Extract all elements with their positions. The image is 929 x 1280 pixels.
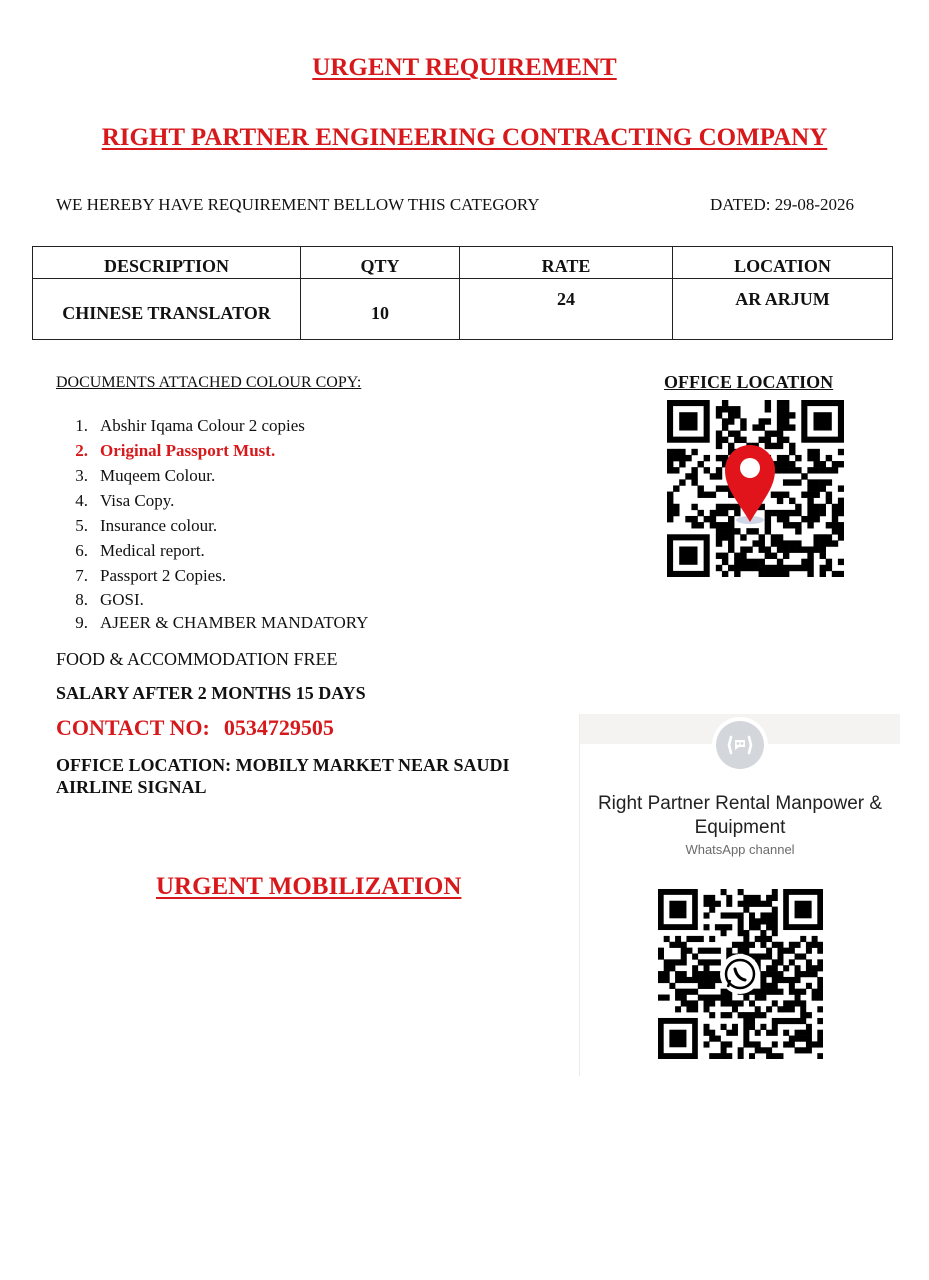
- table-header-row: [33, 247, 893, 279]
- list-item-number: 2.: [75, 441, 88, 460]
- header-location: LOCATION: [673, 247, 893, 279]
- header-rate: RATE: [460, 247, 673, 279]
- list-item-text: Insurance colour.: [100, 516, 218, 535]
- list-item-text: Abshir Iqama Colour 2 copies: [100, 416, 305, 435]
- requirement-statement: WE HEREBY HAVE REQUIREMENT BELLOW THIS CATEGORY: [56, 195, 540, 214]
- list-item-number: 9.: [75, 613, 88, 632]
- list-item-text: Visa Copy.: [100, 491, 175, 510]
- company-name: RIGHT PARTNER ENGINEERING CONTRACTING COMPANY: [101, 124, 828, 151]
- cell-rate: 24: [460, 279, 673, 340]
- office-address: OFFICE LOCATION: MOBILY MARKET NEAR SAUDI AIRLINE SIGNAL: [56, 755, 510, 797]
- list-item: [56, 566, 368, 590]
- list-item: [56, 516, 368, 541]
- list-item-number: 5.: [75, 516, 88, 535]
- table-row: [33, 279, 893, 340]
- list-item-number: 3.: [75, 466, 88, 485]
- list-item: [56, 441, 368, 466]
- header-description: DESCRIPTION: [33, 247, 301, 279]
- food-accommodation-note: FOOD & ACCOMMODATION FREE: [56, 649, 338, 669]
- list-item: [56, 590, 368, 613]
- list-item-text: AJEER & CHAMBER MANDATORY: [100, 613, 369, 632]
- list-item-text: Original Passport Must.: [100, 441, 276, 460]
- cell-description: CHINESE TRANSLATOR: [33, 279, 301, 340]
- list-item: [56, 416, 368, 441]
- list-item: [56, 466, 368, 491]
- requirement-table: [32, 246, 893, 340]
- documents-list: [56, 416, 368, 636]
- list-item-number: 7.: [75, 566, 88, 585]
- cell-qty: 10: [301, 279, 460, 340]
- contact-number: [56, 715, 334, 741]
- qr-code-with-whatsapp-icon[interactable]: [658, 889, 823, 1059]
- whatsapp-icon: [720, 954, 760, 994]
- list-item-number: 6.: [75, 541, 88, 560]
- whatsapp-channel-avatar-icon: [712, 717, 768, 773]
- list-item-text: GOSI.: [100, 590, 144, 609]
- contact-phone: 0534729505: [223, 715, 334, 740]
- list-item-number: 4.: [75, 491, 88, 510]
- header-qty: QTY: [301, 247, 460, 279]
- list-item-number: 1.: [75, 416, 88, 435]
- office-location-heading: OFFICE LOCATION: [664, 372, 834, 392]
- documents-heading: DOCUMENTS ATTACHED COLOUR COPY:: [56, 374, 362, 391]
- cell-location: AR ARJUM: [673, 279, 893, 340]
- list-item: [56, 613, 368, 636]
- list-item: [56, 491, 368, 516]
- contact-label: CONTACT NO:: [56, 715, 210, 740]
- channel-name: Right Partner Rental Manpower & Equipment: [597, 793, 883, 838]
- list-item-text: Medical report.: [100, 541, 205, 560]
- list-item-text: Muqeem Colour.: [100, 466, 216, 485]
- list-item: [56, 541, 368, 566]
- channel-subtitle: WhatsApp channel: [685, 842, 795, 857]
- qr-code-with-map-pin-icon[interactable]: [667, 400, 844, 577]
- mobilization-banner: URGENT MOBILIZATION: [156, 873, 462, 900]
- page-title: URGENT REQUIREMENT: [312, 54, 617, 81]
- date-label: DATED: 29-08-2026: [710, 195, 855, 214]
- list-item-text: Passport 2 Copies.: [100, 566, 227, 585]
- salary-note: SALARY AFTER 2 MONTHS 15 DAYS: [56, 683, 366, 703]
- whatsapp-channel-card: [579, 714, 900, 1076]
- list-item-number: 8.: [75, 590, 88, 609]
